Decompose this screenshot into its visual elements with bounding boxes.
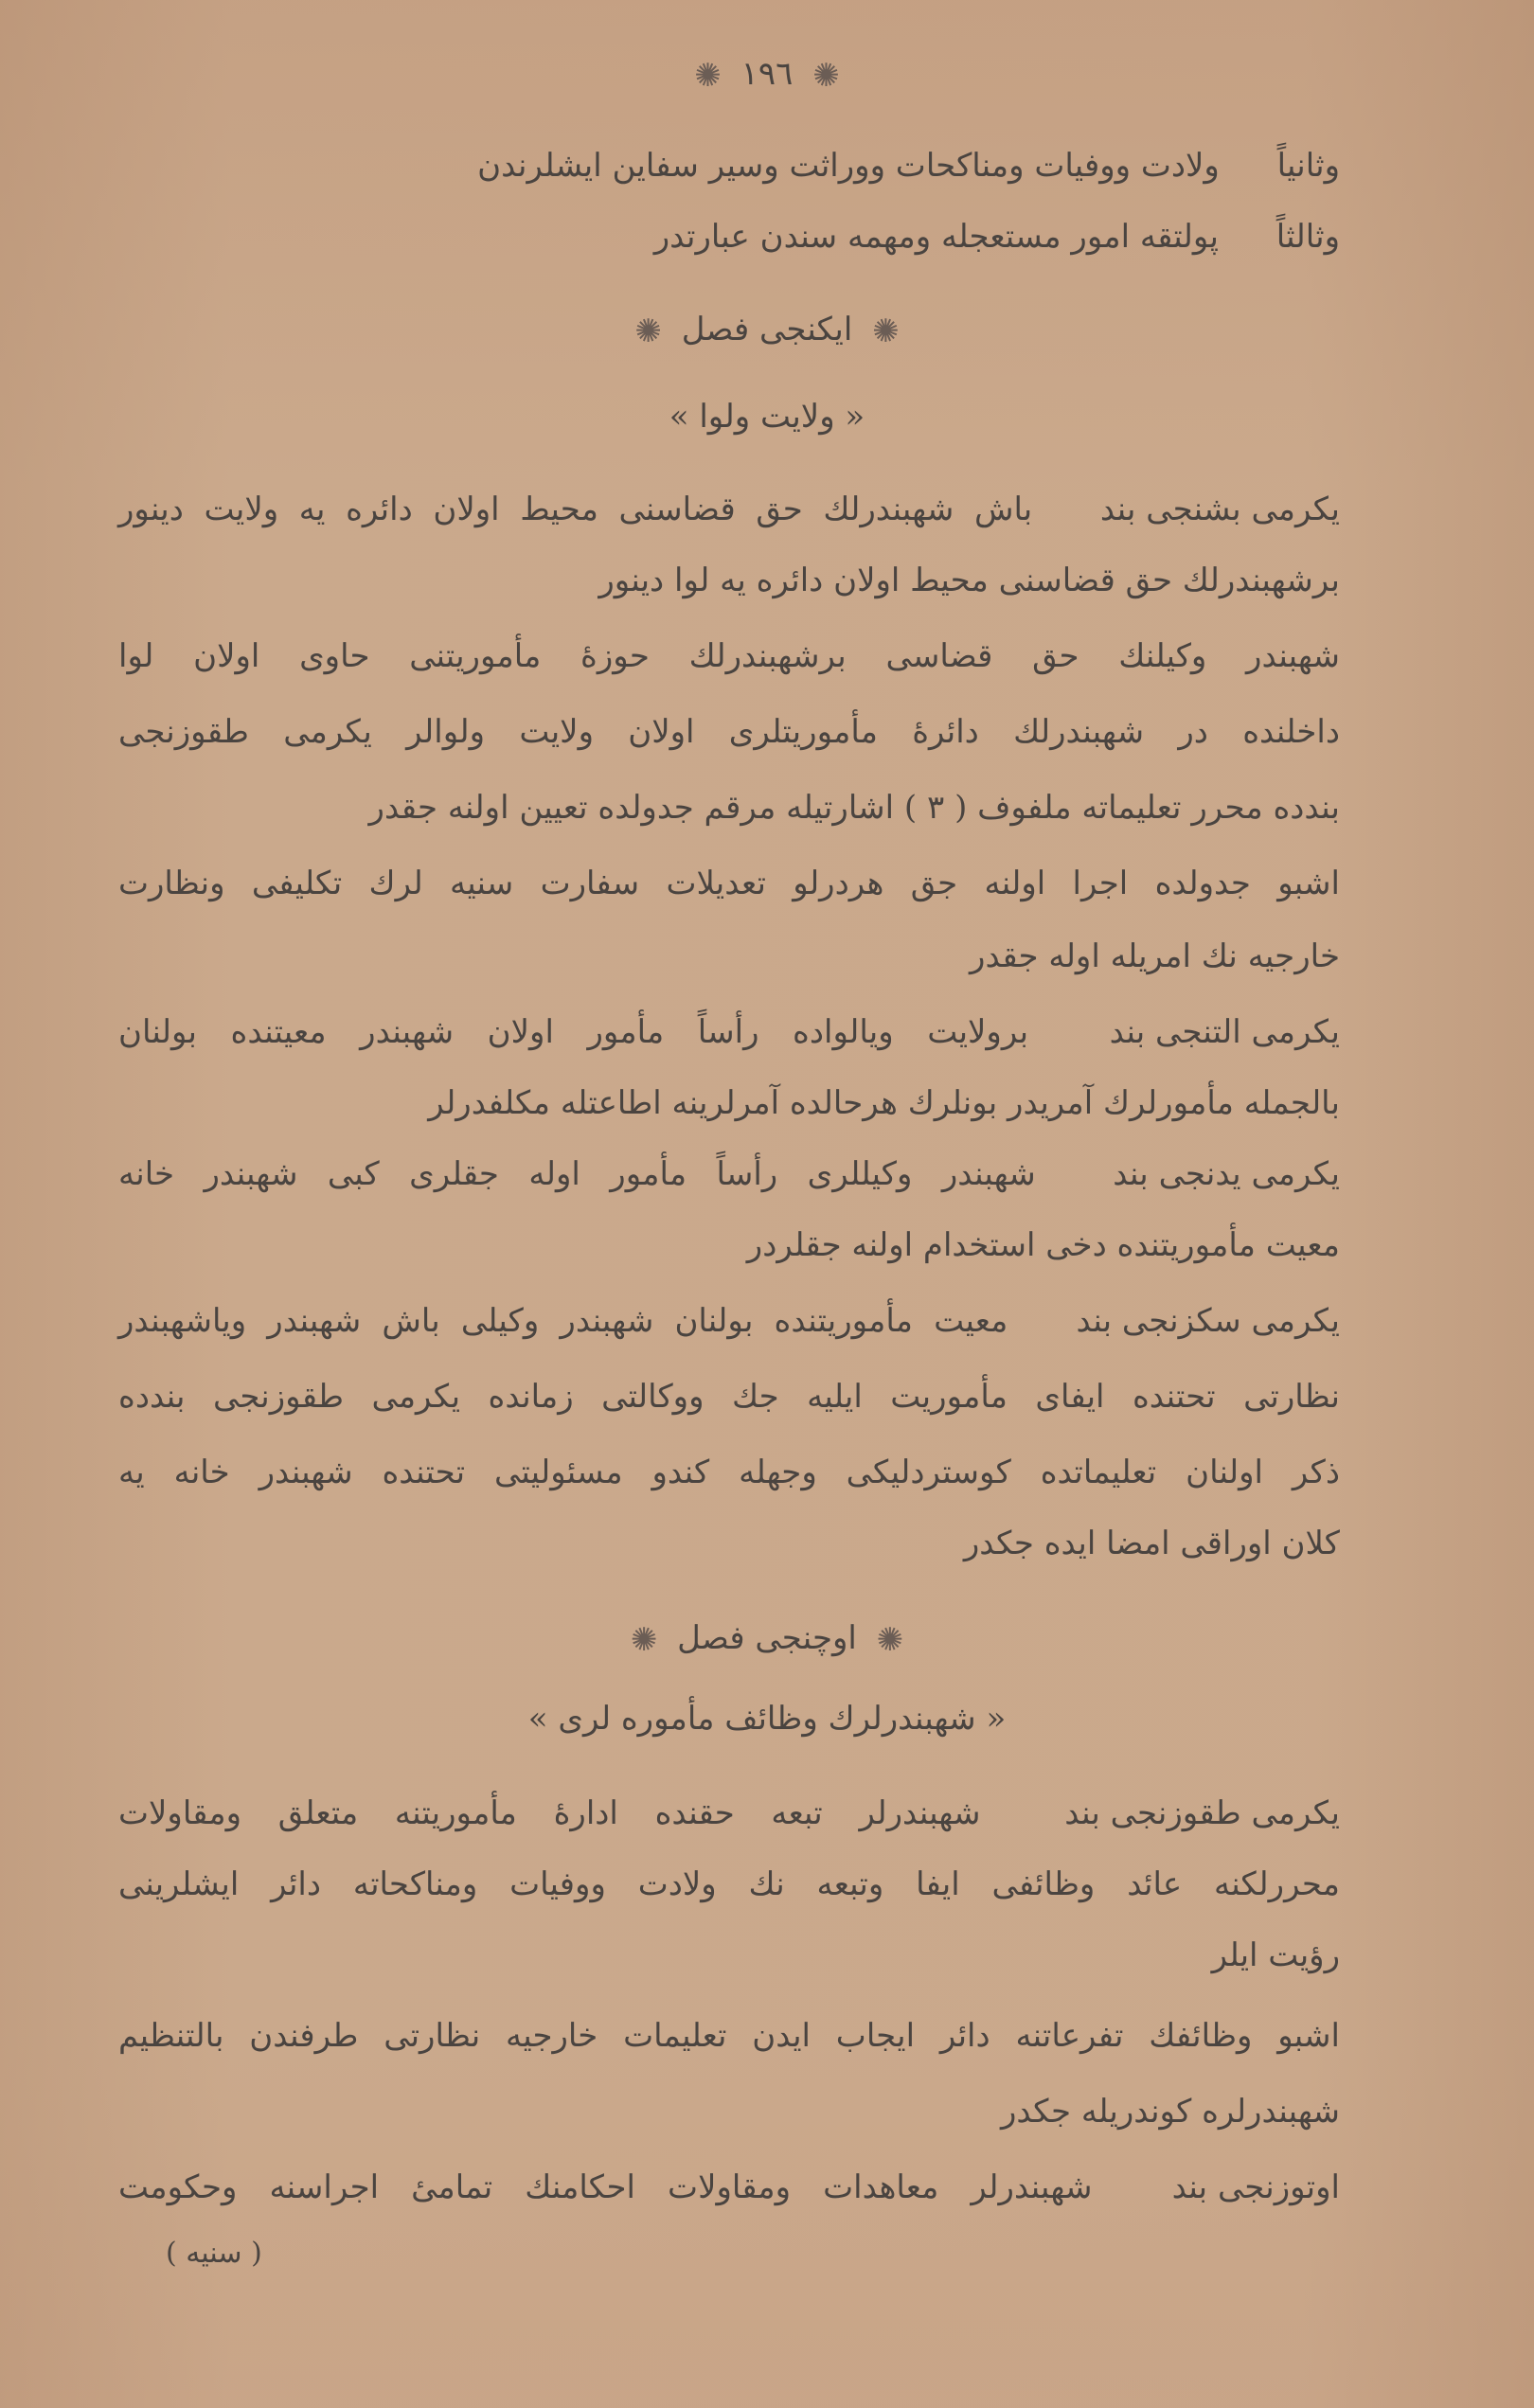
article-line: رؤيت ايلر bbox=[1211, 1936, 1340, 1974]
article-line: بندده محرر تعليماته ملفوف ( ٣ ) اشارتيله مرقم جدولده تعيين اولنه جقدر bbox=[368, 789, 1340, 827]
article-line: محررلكنه عائد وظائفى ايفا وتبعه نك ولادت ووفيات ومناكحاته دائر ايشلرينى bbox=[118, 1865, 1340, 1903]
article-line bbox=[118, 481, 1340, 538]
chapter-title: ايكنجى فصل bbox=[681, 311, 853, 348]
article-line: كلان اوراقى امضا ايده جكدر bbox=[963, 1525, 1340, 1562]
chapter-2-heading bbox=[0, 301, 1534, 360]
article-line bbox=[118, 1785, 1340, 1842]
article-label: يكرمى بشنجى بند bbox=[1099, 491, 1340, 528]
article-label: اوتوزنجى بند bbox=[1171, 2168, 1340, 2206]
intro-label: وثانياً bbox=[1276, 147, 1340, 185]
article-line: نظارتى تحتنده ايفاى مأموريت ايليه جك ووكالتى زمانده يكرمى طقوزنجى بندده bbox=[118, 1378, 1340, 1416]
article-line: شهبندر وكيلنك حق قضاسى برشهبندرلك حوزهٔ مأموريتنى حاوى اولان لوا bbox=[118, 637, 1340, 675]
page-header bbox=[0, 45, 1534, 104]
article-line: داخلنده در شهبندرلك دائرهٔ مأموريتلرى اولان ولايت ولوالر يكرمى طقوزنجى bbox=[118, 713, 1340, 751]
article-text: برولايت ويالواده رأساً مأمور اولان شهبندر معيتنده بولنان bbox=[118, 1013, 1029, 1051]
ornament-star-icon: ✺ bbox=[634, 312, 662, 350]
article-text: شهبندرلر تبعه حقنده ادارهٔ مأموريتنه متعلق ومقاولات bbox=[118, 1794, 981, 1832]
ornament-star-icon: ✺ bbox=[630, 1621, 658, 1659]
article-text: شهبندرلر معاهدات ومقاولات احكامنك تمامىٔ اجراسنه وحكومت bbox=[118, 2168, 1093, 2206]
article-line: برشهبندرلك حق قضاسنى محيط اولان دائره يه لوا دينور bbox=[598, 562, 1340, 599]
article-line: اشبو وظائفك تفرعاتنه دائر ايجاب ايدن تعليمات خارجيه نظارتى طرفندن بالتنظيم bbox=[118, 2017, 1340, 2055]
article-line: اشبو جدولده اجرا اولنه جق هردرلو تعديلات سفارت سنيه لرك تكليفى ونظارت bbox=[118, 865, 1340, 902]
article-text: معيت مأموريتنده بولنان شهبندر وكيلى باش شهبندر وياشهبندر bbox=[118, 1302, 1008, 1340]
ornament-star-icon: ✺ bbox=[812, 57, 840, 95]
article-label: يكرمى التنجى بند bbox=[1109, 1013, 1341, 1051]
article-line bbox=[118, 1293, 1340, 1349]
article-line bbox=[118, 2159, 1340, 2216]
ornament-star-icon: ✺ bbox=[872, 312, 900, 350]
intro-line-1 bbox=[312, 137, 1340, 194]
catchword: ( سنيه ) bbox=[166, 2237, 262, 2270]
article-line: بالجمله مأمورلرك آمريدر بونلرك هرحالده آمرلرينه اطاعتله مكلفدرلر bbox=[428, 1084, 1340, 1122]
intro-label: وثالثاً bbox=[1275, 218, 1340, 256]
intro-text: ولادت ووفيات ومناكحات ووراثت وسير سفاين ايشلرندن bbox=[477, 147, 1220, 185]
article-text: باش شهبندرلك حق قضاسنى محيط اولان دائره يه ولايت دينور bbox=[118, 491, 1033, 528]
article-line bbox=[118, 1146, 1340, 1203]
ornament-star-icon: ✺ bbox=[694, 57, 722, 95]
article-line: ذكر اولنان تعليماتده كوستردليكى وجهله كندو مسئوليتى تحتنده شهبندر خانه يه bbox=[118, 1454, 1340, 1491]
chapter-3-heading bbox=[0, 1610, 1534, 1668]
article-label: يكرمى طقوزنجى بند bbox=[1064, 1794, 1340, 1832]
article-label: يكرمى يدنجى بند bbox=[1113, 1155, 1340, 1193]
chapter-3-subtitle: « شهبندرلرك وظائف مأموره لرى » bbox=[527, 1700, 1007, 1738]
intro-text: پولتقه امور مستعجله ومهمه سندن عبارتدر bbox=[653, 218, 1219, 256]
chapter-2-subtitle: « ولايت ولوا » bbox=[669, 398, 865, 436]
article-line: خارجيه نك امريله اوله جقدر bbox=[970, 937, 1340, 975]
article-line bbox=[118, 1004, 1340, 1061]
page-number: ١٩٦ bbox=[740, 55, 794, 93]
chapter-title: اوچنجى فصل bbox=[677, 1619, 857, 1657]
article-line: شهبندرلره كوندريله جكدر bbox=[1001, 2093, 1340, 2131]
article-line: معيت مأموريتنده دخى استخدام اولنه جقلردر bbox=[746, 1226, 1340, 1264]
article-label: يكرمى سكزنجى بند bbox=[1076, 1302, 1340, 1340]
article-text: شهبندر وكيللرى رأساً مأمور اوله جقلرى كبى شهبندر خانه bbox=[118, 1155, 1036, 1193]
intro-line-2 bbox=[118, 208, 1340, 265]
ornament-star-icon: ✺ bbox=[876, 1621, 904, 1659]
